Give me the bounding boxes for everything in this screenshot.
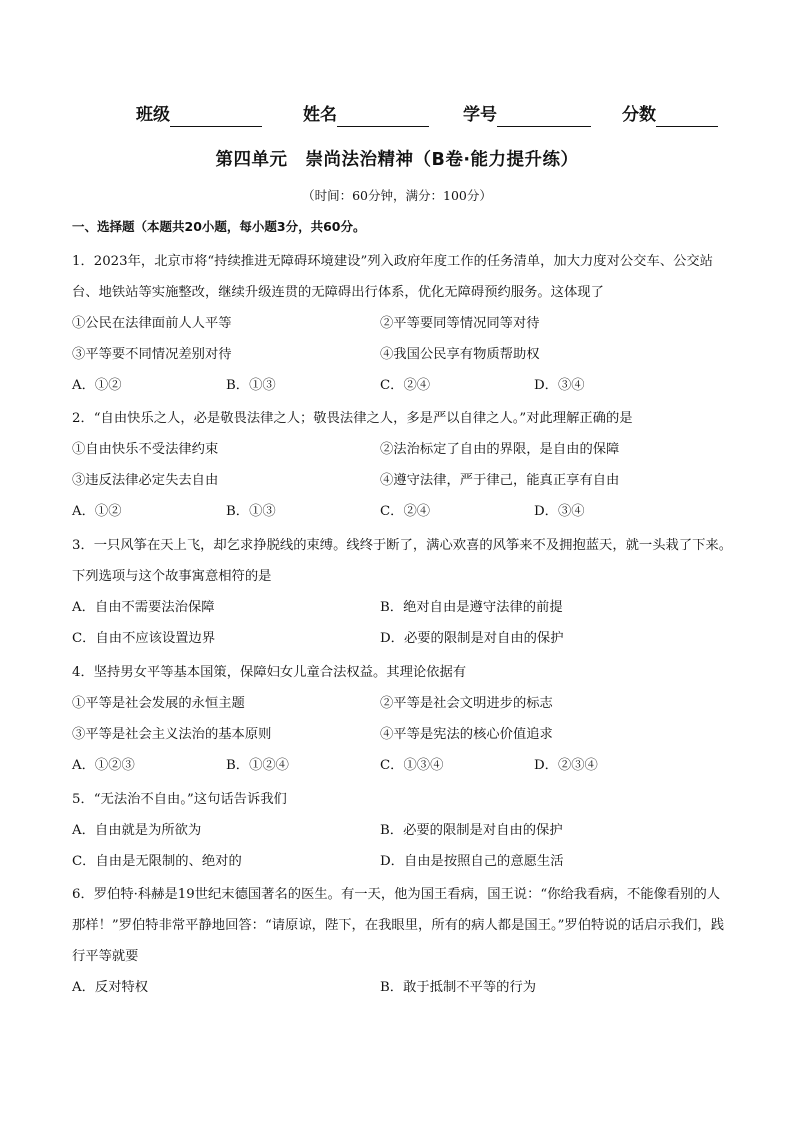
choice-a[interactable]: A．①②③: [72, 758, 135, 773]
choice-d[interactable]: D．自由是按照自己的意愿生活: [380, 854, 564, 869]
name-field[interactable]: [303, 103, 429, 127]
choice-row: [72, 623, 732, 654]
choice-row: [72, 846, 732, 877]
statement-1: ①平等是社会发展的永恒主题: [72, 696, 245, 711]
choice-d[interactable]: D．②③④: [534, 758, 598, 773]
score-field[interactable]: [622, 103, 718, 127]
choice-a[interactable]: A．反对特权: [72, 980, 149, 995]
choice-b[interactable]: B．必要的限制是对自由的保护: [380, 823, 563, 838]
question-2: [72, 403, 732, 527]
statement-4: ④我国公民享有物质帮助权: [380, 347, 540, 362]
choice-row: [72, 972, 732, 1003]
choice-b[interactable]: B．绝对自由是遵守法律的前提: [380, 600, 563, 615]
question-stem: 1．2023年，北京市将“持续推进无障碍环境建设”列入政府年度工作的任务清单，加大力度对公交车、公交站台、地铁站等实施整改，继续升级连贯的无障碍出行体系，优化无障碍预约服务。这体现了: [72, 254, 713, 300]
choice-a[interactable]: A．①②: [72, 504, 122, 519]
choice-d[interactable]: D．必要的限制是对自由的保护: [380, 631, 564, 646]
student-id-blank[interactable]: [497, 106, 591, 127]
statement-3: ③违反法律必定失去自由: [72, 473, 219, 488]
statement-4: ④平等是宪法的核心价值追求: [380, 727, 553, 742]
question-stem: 5．“无法治不自由。”这句话告诉我们: [72, 792, 287, 807]
student-id-label: 学号: [463, 105, 497, 125]
choice-c[interactable]: C．②④: [380, 504, 431, 519]
choice-c[interactable]: C．自由不应该设置边界: [72, 631, 216, 646]
statement-2: ②平等是社会文明进步的标志: [380, 696, 553, 711]
statement-3: ③平等要不同情况差别对待: [72, 347, 232, 362]
choice-row: [72, 815, 732, 846]
choice-d[interactable]: D．③④: [534, 378, 585, 393]
score-blank[interactable]: [656, 106, 718, 127]
statement-row: [72, 339, 732, 370]
exam-time-info: （时间：60分钟，满分：100分）: [302, 188, 492, 203]
choice-row: [72, 750, 732, 781]
choice-b[interactable]: B．①③: [226, 378, 276, 393]
choice-b[interactable]: B．①③: [226, 504, 276, 519]
choice-row: [72, 496, 732, 527]
question-1: [72, 246, 732, 401]
choice-a[interactable]: A．自由就是为所欲为: [72, 823, 202, 838]
statement-row: [72, 434, 732, 465]
statement-1: ①公民在法律面前人人平等: [72, 316, 232, 331]
question-5: [72, 784, 732, 877]
choice-b[interactable]: B．①②④: [226, 758, 289, 773]
class-field[interactable]: [136, 103, 262, 127]
question-stem: 4．坚持男女平等基本国策，保障妇女儿童合法权益。其理论依据有: [72, 665, 467, 680]
statement-2: ②平等要同等情况同等对待: [380, 316, 540, 331]
statement-3: ③平等是社会主义法治的基本原则: [72, 727, 272, 742]
class-blank[interactable]: [170, 106, 262, 127]
class-label: 班级: [136, 105, 170, 125]
choice-c[interactable]: C．自由是无限制的、绝对的: [72, 854, 242, 869]
score-label: 分数: [622, 105, 656, 125]
page-title: 第四单元 崇尚法治精神（B卷·能力提升练）: [215, 150, 579, 170]
statement-1: ①自由快乐不受法律约束: [72, 442, 219, 457]
statement-row: [72, 688, 732, 719]
choice-d[interactable]: D．③④: [534, 504, 585, 519]
statement-row: [72, 308, 732, 339]
statement-2: ②法治标定了自由的界限，是自由的保障: [380, 442, 620, 457]
choice-row: [72, 370, 732, 401]
choice-row: [72, 592, 732, 623]
statement-4: ④遵守法律，严于律己，能真正享有自由: [380, 473, 620, 488]
choice-a[interactable]: A．自由不需要法治保障: [72, 600, 215, 615]
question-stem: 6．罗伯特·科赫是19世纪末德国著名的医生。有一天，他为国王看病，国王说：“你给我看病，不能像看别的人那样！”罗伯特非常平静地回答：“请原谅，陛下，在我眼里，所有的病人都是国王。”罗伯特说的话启示我们，践行平等就要: [72, 887, 724, 964]
name-label: 姓名: [303, 105, 337, 125]
section-heading: 一、选择题（本题共20小题，每小题3分，共60分。: [72, 219, 366, 234]
name-blank[interactable]: [337, 106, 429, 127]
choice-c[interactable]: C．②④: [380, 378, 431, 393]
statement-row: [72, 719, 732, 750]
question-4: [72, 657, 732, 781]
choice-a[interactable]: A．①②: [72, 378, 122, 393]
statement-row: [72, 465, 732, 496]
choice-c[interactable]: C．①③④: [380, 758, 444, 773]
student-id-field[interactable]: [463, 103, 591, 127]
question-3: [72, 530, 732, 654]
question-6: [72, 879, 732, 1003]
question-stem: 3．一只风筝在天上飞，却乞求挣脱线的束缚。线终于断了，满心欢喜的风筝来不及拥抱蓝天，就一头栽了下来。下列选项与这个故事寓意相符的是: [72, 538, 733, 584]
choice-b[interactable]: B．敢于抵制不平等的行为: [380, 980, 537, 995]
question-stem: 2．“自由快乐之人，必是敬畏法律之人；敬畏法律之人，多是严以自律之人。”对此理解正确的是: [72, 411, 633, 426]
